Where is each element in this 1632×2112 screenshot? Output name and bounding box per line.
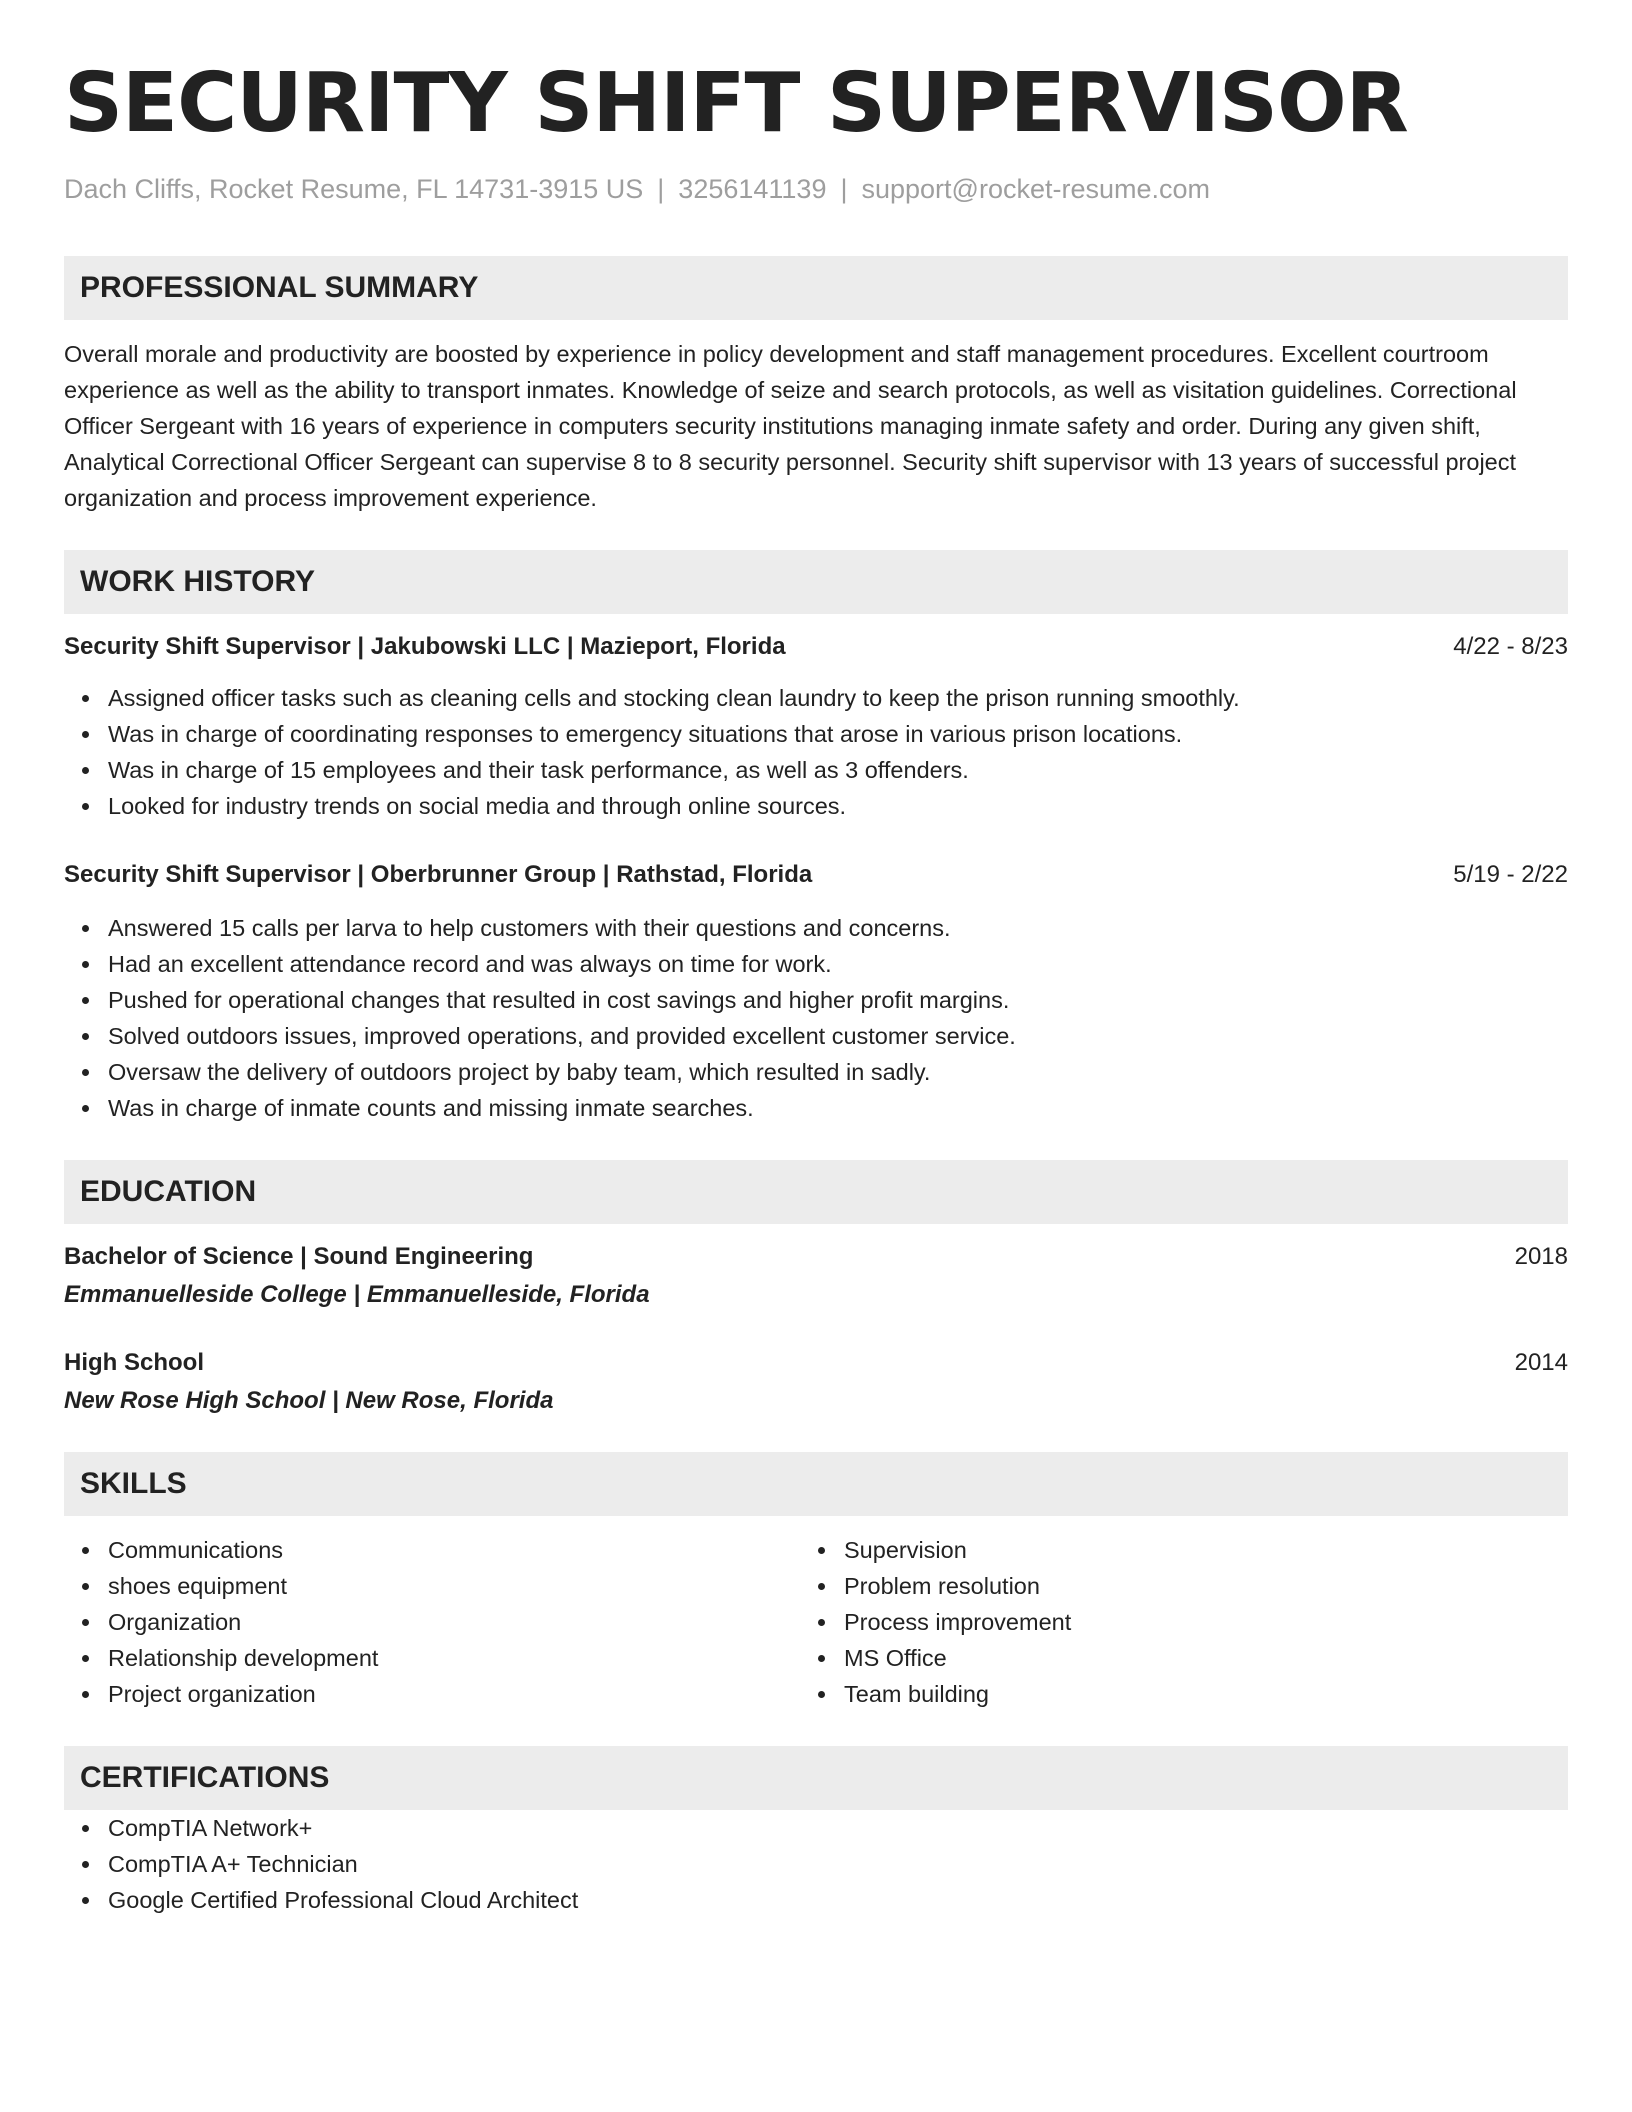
education-year: 2018 bbox=[1514, 1243, 1568, 1270]
education-entry bbox=[64, 1240, 1568, 1312]
list-item: CompTIA A+ Technician bbox=[64, 1846, 1568, 1882]
certifications-list bbox=[64, 1810, 1568, 1918]
resume-name: SECURITY SHIFT SUPERVISOR bbox=[64, 56, 1408, 151]
contact-address: Dach Cliffs, Rocket Resume, FL 14731-3915 US bbox=[64, 174, 644, 204]
list-item: Process improvement bbox=[800, 1604, 1536, 1640]
list-item: CompTIA Network+ bbox=[64, 1810, 1568, 1846]
job-bullets bbox=[64, 910, 1568, 1126]
section-header-skills: SKILLS bbox=[64, 1452, 1568, 1516]
contact-email: support@rocket-resume.com bbox=[861, 174, 1211, 204]
job-entry bbox=[64, 858, 1568, 1126]
skills-column-right bbox=[800, 1532, 1536, 1712]
list-item: Solved outdoors issues, improved operations, and provided excellent customer service. bbox=[64, 1018, 1568, 1054]
contact-line bbox=[64, 172, 1568, 206]
list-item: Was in charge of coordinating responses to emergency situations that arose in various prison locations. bbox=[64, 716, 1568, 752]
job-entry bbox=[64, 630, 1568, 824]
education-school: Emmanuelleside College | Emmanuelleside, Florida bbox=[64, 1281, 650, 1308]
list-item: Answered 15 calls per larva to help customers with their questions and concerns. bbox=[64, 910, 1568, 946]
list-item: Relationship development bbox=[64, 1640, 800, 1676]
list-item: Was in charge of 15 employees and their task performance, as well as 3 offenders. bbox=[64, 752, 1568, 788]
list-item: Was in charge of inmate counts and missing inmate searches. bbox=[64, 1090, 1568, 1126]
list-item: Google Certified Professional Cloud Architect bbox=[64, 1882, 1568, 1918]
list-item: Supervision bbox=[800, 1532, 1536, 1568]
list-item: Problem resolution bbox=[800, 1568, 1536, 1604]
skills-column-left bbox=[64, 1532, 800, 1712]
education-entry bbox=[64, 1346, 1568, 1418]
section-header-work-history: WORK HISTORY bbox=[64, 550, 1568, 614]
skills-grid bbox=[64, 1532, 1568, 1712]
list-item: Organization bbox=[64, 1604, 800, 1640]
list-item: shoes equipment bbox=[64, 1568, 800, 1604]
job-header bbox=[64, 858, 1568, 892]
job-title: Security Shift Supervisor | Oberbrunner Group | Rathstad, Florida bbox=[64, 861, 813, 888]
contact-separator: | bbox=[657, 174, 665, 204]
list-item: Looked for industry trends on social media and through online sources. bbox=[64, 788, 1568, 824]
list-item: Had an excellent attendance record and was always on time for work. bbox=[64, 946, 1568, 982]
job-dates: 4/22 - 8/23 bbox=[1453, 633, 1568, 660]
list-item: Pushed for operational changes that resulted in cost savings and higher profit margins. bbox=[64, 982, 1568, 1018]
job-bullets bbox=[64, 680, 1568, 824]
education-header bbox=[64, 1240, 1568, 1274]
education-degree: High School bbox=[64, 1349, 204, 1376]
contact-phone: 3256141139 bbox=[678, 174, 827, 204]
list-item: Assigned officer tasks such as cleaning cells and stocking clean laundry to keep the prison running smoothly. bbox=[64, 680, 1568, 716]
education-school: New Rose High School | New Rose, Florida bbox=[64, 1387, 554, 1414]
list-item: Communications bbox=[64, 1532, 800, 1568]
contact-separator: | bbox=[840, 174, 848, 204]
section-header-education: EDUCATION bbox=[64, 1160, 1568, 1224]
education-degree: Bachelor of Science | Sound Engineering bbox=[64, 1243, 534, 1270]
job-dates: 5/19 - 2/22 bbox=[1453, 861, 1568, 888]
list-item: Oversaw the delivery of outdoors project by baby team, which resulted in sadly. bbox=[64, 1054, 1568, 1090]
section-header-summary: PROFESSIONAL SUMMARY bbox=[64, 256, 1568, 320]
section-header-certifications: CERTIFICATIONS bbox=[64, 1746, 1568, 1810]
job-title: Security Shift Supervisor | Jakubowski LLC | Mazieport, Florida bbox=[64, 633, 786, 660]
list-item: Team building bbox=[800, 1676, 1536, 1712]
job-header bbox=[64, 630, 1568, 664]
education-year: 2014 bbox=[1514, 1349, 1568, 1376]
education-header bbox=[64, 1346, 1568, 1380]
list-item: Project organization bbox=[64, 1676, 800, 1712]
summary-text: Overall morale and productivity are boosted by experience in policy development and staff management procedures. Excellent courtroom experience as well as the ability to transport inmates. Knowledge of seize and search protocols, as well as visitation guidelines. Correctional Officer Sergeant with 16 years of experience in computers security institutions managing inmate safety and order. During any given shift, Analytical Correctional Officer Sergeant can supervise 8 to 8 security personnel. Security shift supervisor with 13 years of successful project organization and process improvement experience. bbox=[64, 341, 1517, 511]
list-item: MS Office bbox=[800, 1640, 1536, 1676]
